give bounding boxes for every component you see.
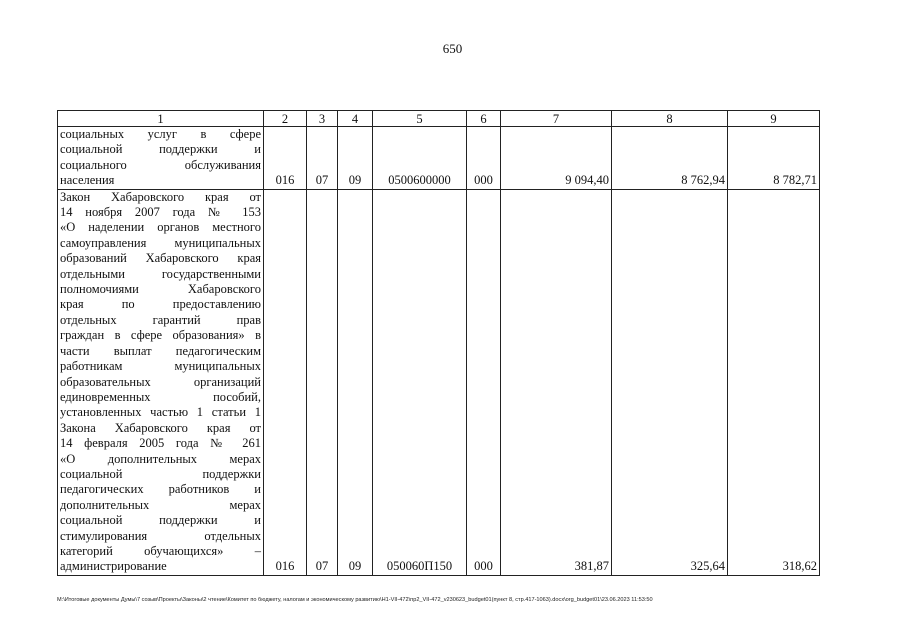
cell-subsection: 09 — [338, 127, 373, 190]
description-line: края по предоставлению — [60, 297, 261, 312]
table-row — [58, 189, 820, 575]
table-header-row — [58, 111, 820, 127]
file-path-footer: М:\Итоговые документы Думы\7 созыв\Проекты\Законы\2 чтение\Комитет по бюджету, налогам и экономическому развитию\Н1-VII-472\пр2_VII-472_v230623_budget01(пункт 8, стр.417-1063).docx\org_budget01\23.06.2023 11:53:50 — [57, 597, 653, 603]
description-line: дополнительных мерах — [60, 497, 261, 512]
description-line: социального обслуживания — [60, 157, 261, 172]
cell-amount-year2: 8 762,94 — [612, 127, 728, 190]
cell-amount-year3: 8 782,71 — [728, 127, 820, 190]
cell-amount-year2: 325,64 — [612, 189, 728, 575]
description-line: педагогических работников и — [60, 482, 261, 497]
description-line: 14 февраля 2005 года № 261 — [60, 436, 261, 451]
description-line: администрирование — [60, 559, 167, 574]
cell-amount-year1: 381,87 — [501, 189, 612, 575]
description-line: установленных частью 1 статьи 1 — [60, 405, 261, 420]
description-line: социальной поддержки и — [60, 513, 261, 528]
cell-target-article: 0500600000 — [373, 127, 467, 190]
description-line: отдельными государственными — [60, 266, 261, 281]
column-header: 4 — [338, 111, 373, 127]
budget-table — [57, 110, 820, 576]
description-line: социальной поддержки и — [60, 142, 261, 157]
row-description — [58, 189, 264, 575]
description-line: социальной поддержки — [60, 466, 261, 481]
column-header: 2 — [264, 111, 307, 127]
description-line: отдельных гарантий прав — [60, 312, 261, 327]
row-description — [58, 127, 264, 190]
column-header: 1 — [58, 111, 264, 127]
description-line: Закона Хабаровского края от — [60, 420, 261, 435]
page-number: 650 — [442, 41, 463, 56]
description-line: Закон Хабаровского края от — [60, 189, 261, 204]
description-line: стимулирования отдельных — [60, 528, 261, 543]
description-line: социальных услуг в сфере — [60, 127, 261, 141]
description-line: населения — [60, 173, 115, 188]
cell-admin-code: 016 — [264, 127, 307, 190]
description-line: единовременных пособий, — [60, 389, 261, 404]
description-line: «О наделении органов местного — [60, 220, 261, 235]
cell-section: 07 — [307, 127, 338, 190]
cell-admin-code: 016 — [264, 189, 307, 575]
column-header: 5 — [373, 111, 467, 127]
description-line: граждан в сфере образования» в — [60, 328, 261, 343]
description-line: образовательных организаций — [60, 374, 261, 389]
cell-target-article: 050060П150 — [373, 189, 467, 575]
column-header: 9 — [728, 111, 820, 127]
description-line: категорий обучающихся» – — [60, 543, 261, 558]
cell-expense-type: 000 — [467, 189, 501, 575]
column-header: 6 — [467, 111, 501, 127]
cell-section: 07 — [307, 189, 338, 575]
description-line: образований Хабаровского края — [60, 251, 261, 266]
cell-subsection: 09 — [338, 189, 373, 575]
cell-amount-year1: 9 094,40 — [501, 127, 612, 190]
description-line: части выплат педагогическим — [60, 343, 261, 358]
description-line: «О дополнительных мерах — [60, 451, 261, 466]
description-line: 14 ноября 2007 года № 153 — [60, 205, 261, 220]
column-header: 3 — [307, 111, 338, 127]
description-line: работникам муниципальных — [60, 359, 261, 374]
column-header: 8 — [612, 111, 728, 127]
table-row — [58, 127, 820, 190]
cell-amount-year3: 318,62 — [728, 189, 820, 575]
cell-expense-type: 000 — [467, 127, 501, 190]
description-line: полномочиями Хабаровского — [60, 282, 261, 297]
column-header: 7 — [501, 111, 612, 127]
description-line: самоуправления муниципальных — [60, 235, 261, 250]
